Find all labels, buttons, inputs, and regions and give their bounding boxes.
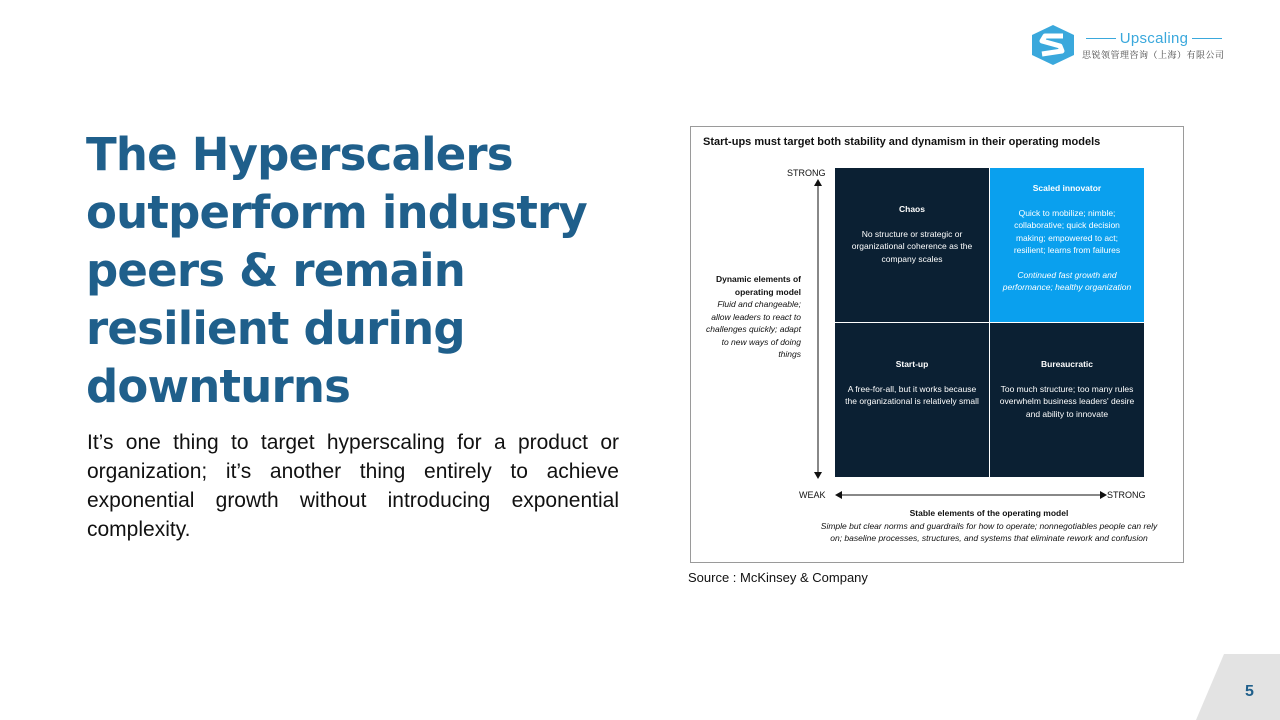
slide-title: The Hyperscalers outperform industry peers & remain resilient during downturns	[86, 128, 587, 413]
quadrant-bureaucratic-text: Too much structure; too many rules overwhelm business leaders' desire and ability to innovate	[999, 383, 1135, 419]
quadrant-start-up	[835, 323, 989, 477]
y-axis-legend	[697, 273, 801, 361]
slide-body-text: It’s one thing to target hyperscaling for a product or organization; it’s another thing entirely to achieve exponential growth without introducing exponential complexity.	[87, 431, 619, 541]
x-axis-description: Simple but clear norms and guardrails for how to operate; nonnegotiables people can rely on; baseline processes, structures, and systems that eliminate rework and confusion	[820, 520, 1158, 543]
quadrant-scaled-innovator-title: Scaled innovator	[1032, 183, 1102, 193]
operating-model-figure	[690, 126, 1184, 563]
y-axis-arrow	[814, 179, 822, 479]
quadrant-bureaucratic	[990, 323, 1144, 477]
logo-name: Upscaling	[1082, 28, 1226, 48]
page-number: 5	[1245, 683, 1254, 700]
quadrant-scaled-innovator-text: Quick to mobilize; nimble; collaborative; quick decision making; empowered to act; resilient; learns from failures	[1013, 207, 1121, 255]
quadrant-start-up-title: Start-up	[895, 359, 929, 369]
source-caption: Source : McKinsey & Company	[688, 570, 868, 585]
quadrant-chaos	[835, 168, 989, 322]
quadrant-scaled-innovator-note: Continued fast growth and performance; healthy organization	[1002, 269, 1132, 292]
quadrant-start-up-text: A free-for-all, but it works because the organizational is relatively small	[845, 383, 979, 406]
logo-hexagon-icon	[1030, 24, 1076, 66]
y-axis-strong-label: STRONG	[787, 168, 826, 178]
logo-subtitle: 思锐领管理咨询（上海）有限公司	[1082, 50, 1225, 60]
y-axis-title: Dynamic elements of operating model	[715, 274, 801, 297]
quadrant-bureaucratic-title: Bureaucratic	[1041, 359, 1093, 369]
figure-title: Start-ups must target both stability and dynamism in their operating models	[703, 136, 1101, 148]
x-axis-arrow	[835, 490, 1107, 500]
x-axis-strong-label: STRONG	[1107, 490, 1146, 500]
y-axis-description: Fluid and changeable; allow leaders to react to challenges quickly; adapt to new ways of doing things	[706, 299, 801, 359]
x-axis-weak-label: WEAK	[799, 490, 826, 500]
quadrant-chaos-title: Chaos	[899, 204, 925, 214]
company-logo	[1030, 24, 1230, 68]
quadrant-scaled-innovator	[990, 168, 1144, 322]
quadrant-grid	[835, 168, 1144, 477]
x-axis-legend	[819, 507, 1159, 545]
page-corner-decoration	[1196, 654, 1280, 720]
x-axis-title: Stable elements of the operating model	[909, 508, 1069, 518]
quadrant-chaos-text: No structure or strategic or organizational coherence as the company scales	[851, 228, 973, 264]
